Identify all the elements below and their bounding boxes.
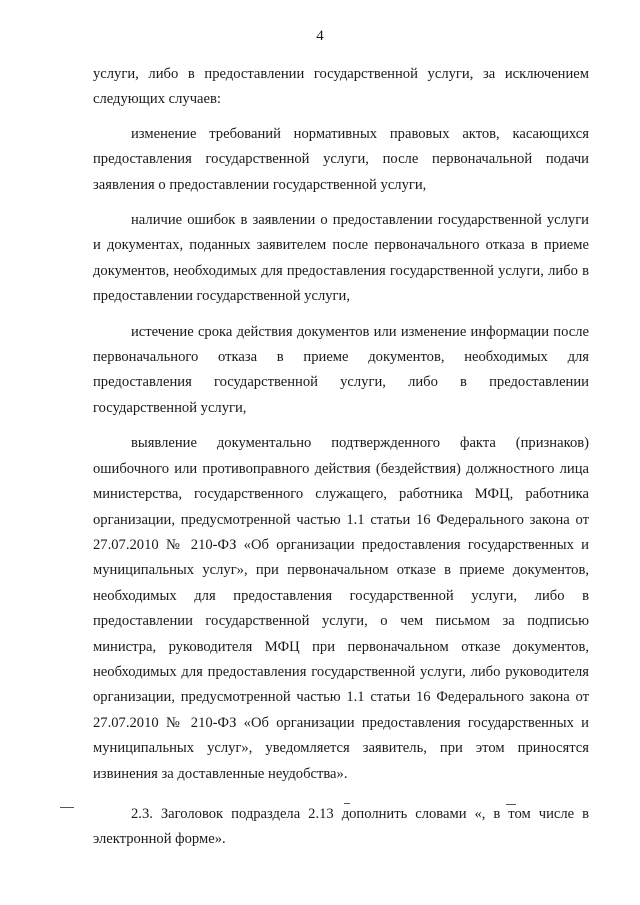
document-body	[93, 62, 589, 853]
page-number: 4	[316, 28, 324, 44]
paragraph-item-2: наличие ошибок в заявлении о предоставлении государственной услуги и документах, поданных заявителем после первоначального отказа в приеме документов, необходимых для предоставления государственной услуги, либо в предоставлении государственной услуги,	[93, 212, 589, 305]
paragraph-intro: услуги, либо в предоставлении государственной услуги, за исключением следующих случаев:	[93, 66, 589, 108]
paragraph-item-1: изменение требований нормативных правовых актов, касающихся предоставления государственной услуги, после первоначальной подачи заявления о предоставлении государственной услуги,	[93, 125, 589, 193]
scan-artifact-mark	[344, 803, 350, 804]
paragraph-section-2-3: 2.3. Заголовок подраздела 2.13 дополнить словами «, в том числе в электронной форме».	[93, 805, 589, 848]
paragraph-item-4: выявление документально подтвержденного факта (признаков) ошибочного или противоправного действия (бездействия) должностного лица министерства, государственного служащего, работника МФЦ, работника организации, предусмотренной частью 1.1 статьи 16 Федерального закона от 27.07.2010 № 210-ФЗ «Об организации предоставления государственных и муниципальных услуг», при первоначальном отказе в приеме документов, необходимых для предоставления государственной услуги, либо в предоставлении государственной услуги, о чем письмом за подписью министра, руководителя МФЦ при первоначальном отказе документов, необходимых для предоставления государственной услуги, либо руководителя организации, предусмотренной частью 1.1 статьи 16 Федерального закона от 27.07.2010 № 210-ФЗ «Об организации предоставления государственных и муниципальных услуг», уведомляется заявитель, при этом приносятся извинения за доставленные неудобства».	[93, 435, 589, 782]
scan-artifact-mark	[506, 804, 516, 805]
paragraph-item-3: истечение срока действия документов или изменение информации после первоначального отказа в приеме документов, необходимых для предоставления государственной услуги, либо в предоставлении государственной услуги,	[93, 323, 589, 416]
scan-artifact-mark	[60, 807, 74, 808]
